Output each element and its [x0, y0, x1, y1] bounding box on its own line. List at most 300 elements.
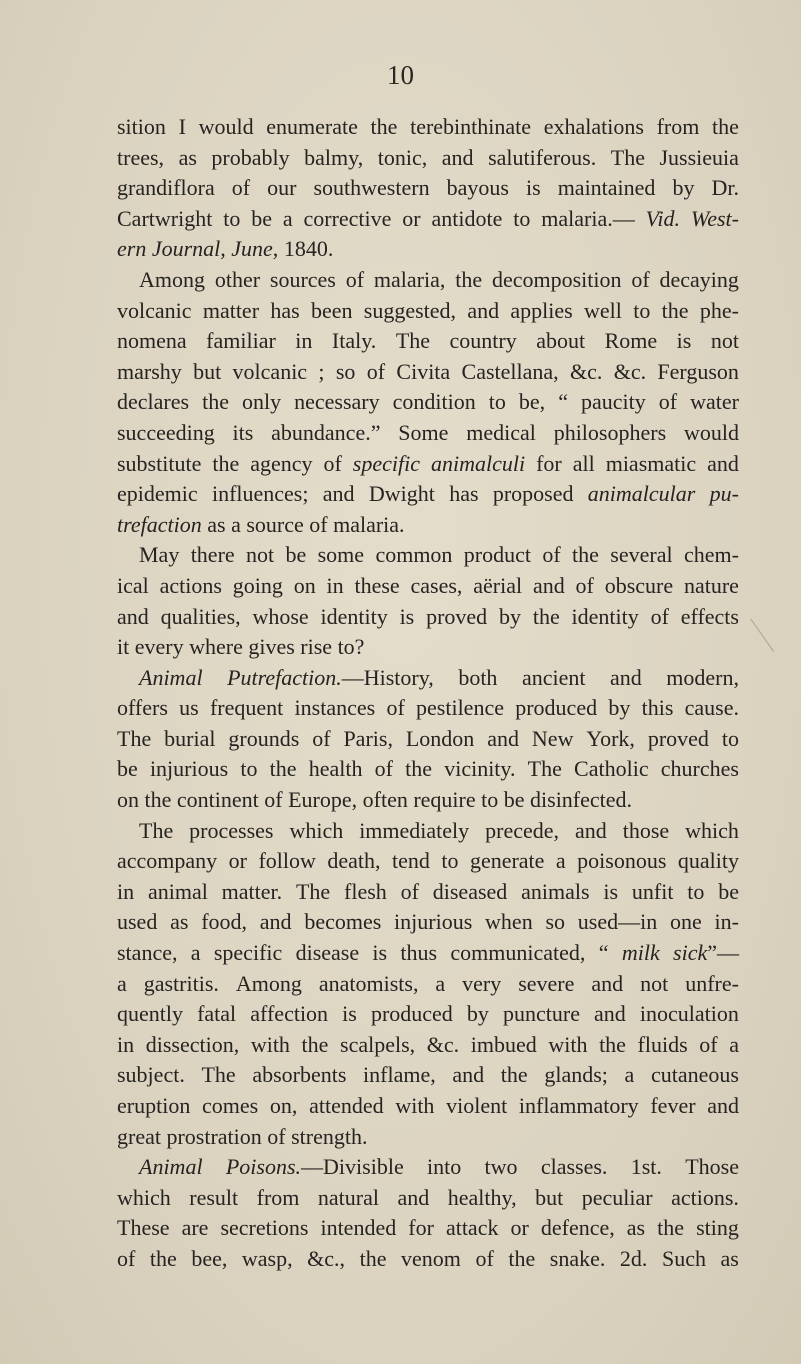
word: its: [232, 419, 254, 445]
word: death,: [327, 848, 381, 874]
text-line: [117, 907, 739, 938]
word: several: [610, 542, 673, 568]
word: for: [408, 1215, 434, 1241]
word: venom: [401, 1245, 461, 1271]
word: a: [624, 1062, 635, 1088]
word: attack: [445, 1215, 499, 1241]
word: grandiflora: [117, 175, 215, 201]
word: proved: [647, 725, 709, 751]
text-line: [117, 540, 739, 571]
text-line: [117, 663, 739, 694]
word: of: [366, 358, 386, 384]
word: the: [712, 114, 739, 139]
word: trees,: [117, 144, 165, 170]
word: used—in: [577, 909, 658, 935]
word: June,: [231, 236, 279, 262]
word: Journal,: [151, 236, 226, 262]
word: used: [117, 909, 158, 935]
word: and: [707, 450, 739, 476]
word: probably: [211, 144, 290, 170]
word: animals: [521, 878, 590, 904]
word: Dr.: [711, 175, 739, 201]
word: decomposition: [491, 266, 622, 292]
text-line: [117, 1030, 739, 1061]
word: poisonous: [577, 848, 667, 874]
text-line: [117, 785, 739, 816]
word: the: [212, 450, 240, 476]
word: of: [323, 450, 342, 476]
word: defence,: [540, 1215, 615, 1241]
word: peculiar: [581, 1184, 653, 1210]
word: Dwight: [368, 481, 435, 507]
word: of: [312, 725, 331, 751]
word: “: [558, 389, 568, 415]
word: May: [139, 542, 180, 568]
word: be: [285, 542, 307, 568]
word: a: [117, 970, 127, 996]
word: by: [466, 1001, 489, 1027]
word: on: [117, 787, 139, 813]
word: antidote: [431, 205, 503, 231]
word: suggested,: [363, 297, 457, 323]
word: very: [462, 970, 502, 996]
word: modern,: [666, 664, 739, 690]
word: The: [527, 756, 562, 782]
word: Cartwright: [117, 205, 213, 231]
word: inflame,: [363, 1062, 436, 1088]
word: aërial: [473, 572, 523, 598]
word: Those: [685, 1154, 739, 1180]
word: sources: [269, 266, 336, 292]
word: decaying: [659, 266, 739, 292]
word: the: [661, 297, 689, 323]
word: dissection,: [145, 1031, 240, 1057]
word: Among: [139, 266, 205, 292]
word: produced: [515, 695, 598, 721]
word: and: [574, 817, 607, 843]
text-line: [117, 112, 739, 143]
text-line: [117, 387, 739, 418]
word: abundance.”: [271, 419, 381, 445]
word: the: [149, 1245, 177, 1271]
text-line: [117, 693, 739, 724]
word: matter: [202, 297, 260, 323]
word: this: [641, 695, 674, 721]
text-line: [117, 938, 739, 969]
word: and: [487, 725, 519, 751]
word: diseased: [432, 878, 508, 904]
word: a: [231, 511, 241, 537]
word: require: [413, 787, 476, 813]
word: not: [640, 970, 669, 996]
word: trefaction: [117, 511, 202, 537]
word: grounds: [228, 725, 300, 751]
word: from: [656, 114, 700, 139]
word: generate: [469, 848, 545, 874]
word: gives: [248, 634, 295, 660]
word: from: [256, 1184, 300, 1210]
word: are: [181, 1215, 209, 1241]
word: glands;: [544, 1062, 608, 1088]
word: both: [458, 664, 498, 690]
word: agency: [250, 450, 313, 476]
word: tonic,: [377, 144, 428, 170]
word: These: [117, 1215, 170, 1241]
word: salutiferous.: [488, 144, 597, 170]
word: is: [342, 1001, 357, 1027]
word: but: [193, 358, 222, 384]
word: country: [449, 328, 517, 354]
text-line: [117, 999, 739, 1030]
word: sition: [117, 114, 166, 139]
word: on: [293, 572, 316, 598]
word: corrective: [303, 205, 392, 231]
word: it: [117, 634, 130, 660]
word: substitute: [117, 450, 202, 476]
word: be,: [518, 389, 546, 415]
word: Among: [235, 970, 302, 996]
word: classes.: [540, 1154, 608, 1180]
word: inoculation: [639, 1001, 739, 1027]
word: and: [467, 297, 500, 323]
word: Civita: [396, 358, 451, 384]
word: would: [683, 419, 739, 445]
word: is: [525, 175, 541, 201]
word: animalculi: [430, 450, 526, 476]
word: a: [435, 970, 446, 996]
word: of: [309, 511, 328, 537]
word: all: [572, 450, 595, 476]
word: marshy: [117, 358, 182, 384]
word: churches: [660, 756, 739, 782]
word: matter.: [221, 878, 283, 904]
word: The: [139, 817, 174, 843]
word: not: [246, 542, 275, 568]
word: those: [622, 817, 670, 843]
word: communicated,: [450, 940, 586, 966]
word: Jussieuia: [659, 144, 739, 170]
word: by: [672, 175, 695, 201]
word: product: [463, 542, 531, 568]
word: The: [295, 878, 331, 904]
word: flesh: [344, 878, 387, 904]
word: accompany: [117, 848, 218, 874]
word: bee,: [191, 1245, 228, 1271]
text-line: [117, 326, 739, 357]
word: to: [513, 205, 531, 231]
word: The: [395, 328, 431, 354]
word: severe: [518, 970, 575, 996]
word: strength.: [291, 1123, 368, 1149]
word: ancient: [521, 664, 586, 690]
word: the: [455, 266, 483, 292]
word: some: [317, 542, 365, 568]
word: or: [228, 848, 247, 874]
word: volcanic: [117, 297, 192, 323]
word: to: [488, 389, 506, 415]
word: to: [633, 297, 651, 323]
word: pestilence: [416, 695, 504, 721]
word: proposed: [492, 481, 574, 507]
word: and: [322, 481, 355, 507]
word: and: [609, 664, 642, 690]
word: with: [395, 1093, 435, 1118]
word: comes: [202, 1093, 259, 1118]
text-line: [117, 969, 739, 1000]
word: food,: [201, 909, 248, 935]
word: The: [201, 1062, 236, 1088]
word: and: [532, 572, 565, 598]
word: exhalations: [543, 114, 644, 139]
word: philosophers: [553, 419, 667, 445]
word: for: [536, 450, 562, 476]
word: and: [117, 603, 149, 629]
word: Putrefaction.—History,: [227, 664, 434, 690]
word: into: [427, 1154, 462, 1180]
word: sick”—: [673, 940, 739, 966]
word: phe-: [699, 297, 739, 323]
text-line: [117, 754, 739, 785]
word: The: [117, 725, 152, 751]
text-line: [117, 1244, 739, 1275]
word: in: [326, 572, 344, 598]
text-line: [117, 296, 739, 327]
word: and: [452, 1062, 485, 1088]
word: identity: [320, 603, 388, 629]
word: malaria.: [333, 511, 405, 537]
word: immediately: [359, 817, 470, 843]
word: been: [310, 297, 353, 323]
word: water: [690, 389, 739, 415]
word: as: [178, 144, 197, 170]
word: ical: [117, 572, 149, 598]
word: snake.: [549, 1245, 606, 1271]
word: disease: [295, 940, 360, 966]
word: condition: [392, 389, 476, 415]
word: of: [699, 1031, 718, 1057]
word: puncture: [502, 1001, 580, 1027]
word: Such: [661, 1245, 706, 1271]
word: a: [555, 848, 566, 874]
text-line: [117, 602, 739, 633]
word: fatal: [197, 1001, 237, 1027]
word: and: [259, 909, 292, 935]
word: and: [707, 1093, 739, 1118]
word: as: [170, 909, 189, 935]
word: of: [631, 266, 650, 292]
word: subject.: [117, 1062, 185, 1088]
word: to: [240, 756, 258, 782]
word: Italy.: [331, 328, 377, 354]
text-line: [117, 418, 739, 449]
word: specific: [352, 450, 420, 476]
word: would: [198, 114, 254, 139]
word: but: [535, 1184, 564, 1210]
text-line: [117, 816, 739, 847]
word: other: [214, 266, 261, 292]
word: offers: [117, 695, 168, 721]
word: to: [441, 848, 459, 874]
word: healthy,: [447, 1184, 517, 1210]
word: is: [372, 940, 388, 966]
word: inflammatory: [518, 1093, 639, 1118]
word: great: [117, 1123, 161, 1149]
word: source: [246, 511, 304, 537]
word: declares: [117, 389, 190, 415]
word: not: [710, 328, 739, 354]
word: pu-: [709, 481, 739, 507]
word: the: [532, 603, 560, 629]
word: which: [117, 1184, 171, 1210]
word: 1840.: [283, 236, 334, 262]
word: Catholic: [574, 756, 649, 782]
word: animalcular: [587, 481, 696, 507]
word: ern: [117, 236, 147, 262]
word: &c.: [569, 358, 603, 384]
word: actions.: [671, 1184, 739, 1210]
word: by: [499, 603, 521, 629]
word: the: [269, 756, 297, 782]
word: familiar: [206, 328, 276, 354]
word: scalpels,: [340, 1031, 416, 1057]
word: to: [721, 725, 739, 751]
word: unfit: [631, 878, 674, 904]
word: &c.: [613, 358, 647, 384]
word: one: [670, 909, 702, 935]
word: influences;: [211, 481, 309, 507]
word: the: [202, 389, 229, 415]
word: balmy,: [304, 144, 364, 170]
word: affection: [250, 1001, 329, 1027]
word: Animal: [139, 664, 203, 690]
word: New: [531, 725, 574, 751]
word: as: [626, 1215, 646, 1241]
word: prostration: [166, 1123, 262, 1149]
word: a: [282, 205, 293, 231]
word: milk: [621, 940, 660, 966]
text-line: [117, 1152, 739, 1183]
text-line: [117, 234, 739, 265]
word: Poisons.—Divisible: [225, 1154, 404, 1180]
text-line: [117, 143, 739, 174]
word: bayous: [446, 175, 509, 201]
word: with: [548, 1031, 588, 1057]
word: the: [405, 756, 433, 782]
word: these: [354, 572, 400, 598]
word: is: [676, 328, 692, 354]
word: in-: [714, 909, 739, 935]
text-line: [117, 571, 739, 602]
word: in: [117, 1031, 135, 1057]
word: result: [189, 1184, 239, 1210]
word: whose: [252, 603, 309, 629]
word: quently: [117, 1001, 183, 1027]
word: intended: [320, 1215, 397, 1241]
word: two: [484, 1154, 518, 1180]
word: the: [370, 114, 398, 139]
word: burial: [164, 725, 216, 751]
word: fever: [650, 1093, 696, 1118]
word: of: [264, 787, 283, 813]
word: stance,: [117, 940, 178, 966]
word: and: [397, 1184, 430, 1210]
word: instances: [294, 695, 376, 721]
word: fluids: [637, 1031, 688, 1057]
word: to: [223, 205, 241, 231]
word: precede,: [485, 817, 560, 843]
word: cutaneous: [650, 1062, 739, 1088]
word: effects: [680, 603, 739, 629]
word: the: [657, 1215, 685, 1241]
word: be: [251, 205, 272, 231]
text-line: [117, 265, 739, 296]
word: as: [720, 1245, 739, 1271]
word: of: [374, 756, 393, 782]
word: &c.,: [307, 1245, 346, 1271]
word: quality: [677, 848, 739, 874]
word: of: [658, 389, 678, 415]
word: of: [117, 1245, 136, 1271]
word: the: [144, 787, 172, 813]
word: Some: [398, 419, 449, 445]
word: &c.: [426, 1031, 460, 1057]
word: processes: [189, 817, 274, 843]
page-number: 10: [387, 60, 414, 90]
word: London: [405, 725, 475, 751]
text-line: [117, 1091, 739, 1122]
word: the: [572, 542, 599, 568]
text-line: [117, 449, 739, 480]
word: identity: [571, 603, 639, 629]
word: so: [545, 909, 566, 935]
page-blemish: [750, 608, 789, 652]
text-line: [117, 510, 739, 541]
word: health: [308, 756, 363, 782]
word: paucity: [580, 389, 646, 415]
word: volcanic: [232, 358, 308, 384]
word: every: [134, 634, 184, 660]
word: malaria.—: [541, 205, 635, 231]
word: cause.: [684, 695, 739, 721]
word: unfre-: [685, 970, 739, 996]
word: succeeding: [117, 419, 215, 445]
word: I: [178, 114, 186, 139]
word: gastritis.: [143, 970, 219, 996]
word: continent: [176, 787, 259, 813]
word: common: [375, 542, 453, 568]
word: and: [591, 970, 624, 996]
word: vicinity.: [444, 756, 516, 782]
text-line: [117, 877, 739, 908]
text-line: [117, 1122, 739, 1153]
word: Animal: [139, 1154, 203, 1180]
word: wasp,: [241, 1245, 293, 1271]
word: the: [301, 1031, 329, 1057]
word: in: [117, 878, 135, 904]
word: by: [608, 695, 631, 721]
word: as: [207, 511, 226, 537]
word: us: [179, 695, 199, 721]
word: so: [335, 358, 356, 384]
word: chem-: [683, 542, 739, 568]
word: specific: [213, 940, 283, 966]
word: of: [475, 1245, 494, 1271]
word: attended: [309, 1093, 384, 1118]
text-line: [117, 1060, 739, 1091]
word: or: [510, 1215, 529, 1241]
word: animal: [147, 878, 208, 904]
word: medical: [466, 419, 536, 445]
